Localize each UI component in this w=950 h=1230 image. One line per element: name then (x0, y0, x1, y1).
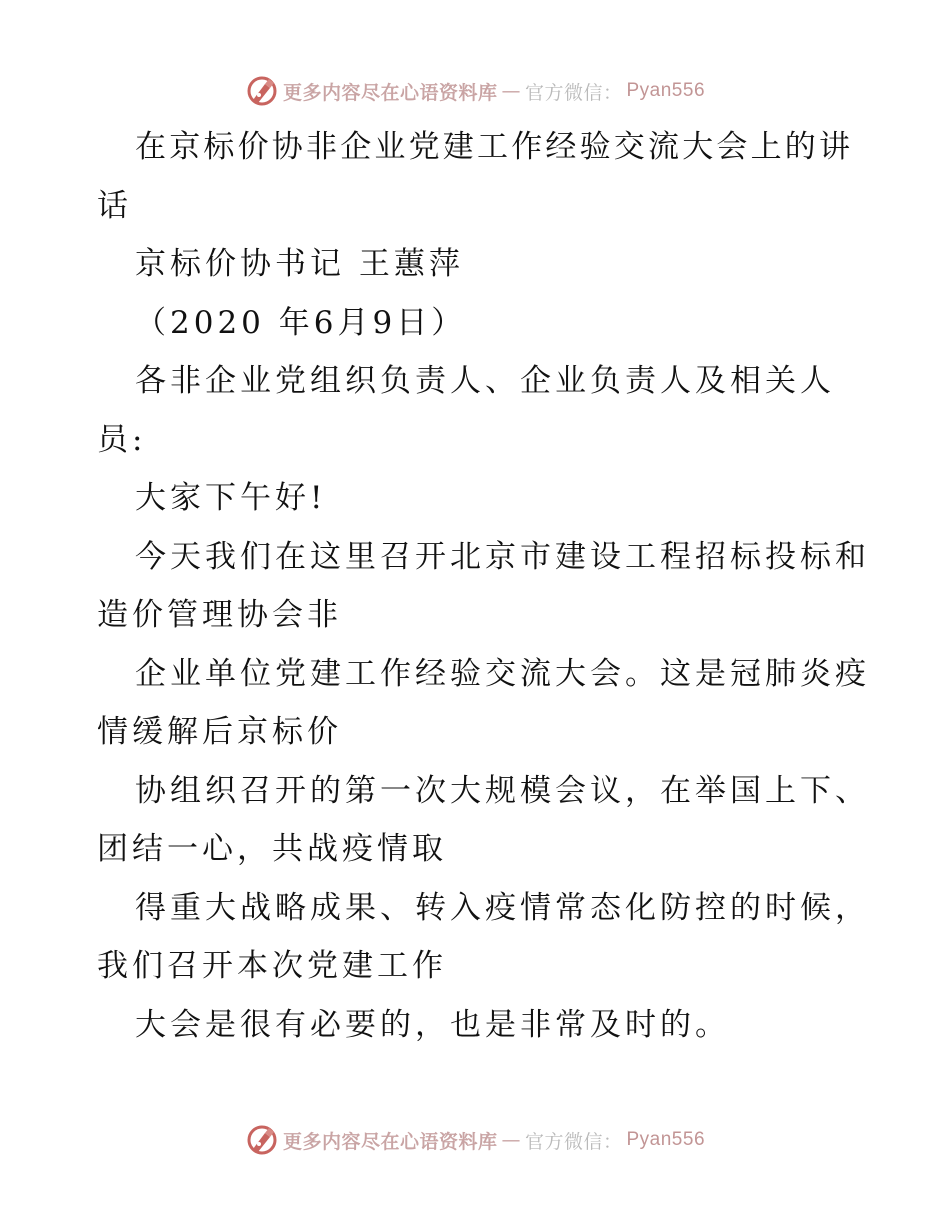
header-watermark (0, 71, 950, 111)
watermark-dash: — (501, 1129, 521, 1151)
speaker-line: 京标价协书记 王蕙萍 (135, 246, 464, 282)
watermark-wechat-label: 官方微信： (524, 1130, 623, 1153)
watermark-dash: — (501, 80, 521, 102)
paragraph-line: 情缓解后京标价 (97, 714, 342, 750)
document-body (97, 118, 887, 1054)
paragraph-line: 协组织召开的第一次大规模会议，在举国上下、 (135, 772, 870, 809)
date-line: （2020 年6月9日） (135, 304, 467, 341)
greeting-line: 大家下午好! (135, 480, 327, 516)
watermark-wechat-id: Pyan556 (626, 1129, 706, 1150)
pen-logo-icon (245, 1123, 279, 1157)
paragraph-line: 今天我们在这里召开北京市建设工程招标投标和 (135, 538, 870, 575)
salutation-line-2: 员: (97, 421, 147, 458)
watermark-wechat-id: Pyan556 (626, 80, 706, 101)
paragraph-line: 得重大战略成果、转入疫情常态化防控的时候， (135, 889, 870, 926)
footer-watermark (0, 1120, 950, 1160)
salutation-line-1: 各非企业党组织负责人、企业负责人及相关人 (135, 363, 835, 399)
watermark-main-text: 更多内容尽在心语资料库 (282, 1130, 498, 1153)
paragraph-line: 造价管理协会非 (97, 597, 342, 633)
paragraph-line: 企业单位党建工作经验交流大会。这是冠肺炎疫 (135, 655, 870, 692)
watermark-wechat-label: 官方微信： (524, 81, 623, 104)
speech-title-line-2: 话 (97, 187, 132, 224)
paragraph-line: 我们召开本次党建工作 (97, 948, 447, 984)
paragraph-line: 团结一心，共战疫情取 (97, 831, 447, 867)
speech-title-line-1: 在京标价协非企业党建工作经验交流大会上的讲 (135, 129, 854, 165)
pen-logo-icon (245, 74, 279, 108)
watermark-main-text: 更多内容尽在心语资料库 (282, 81, 498, 104)
paragraph-line: 大会是很有必要的，也是非常及时的。 (135, 1006, 730, 1043)
